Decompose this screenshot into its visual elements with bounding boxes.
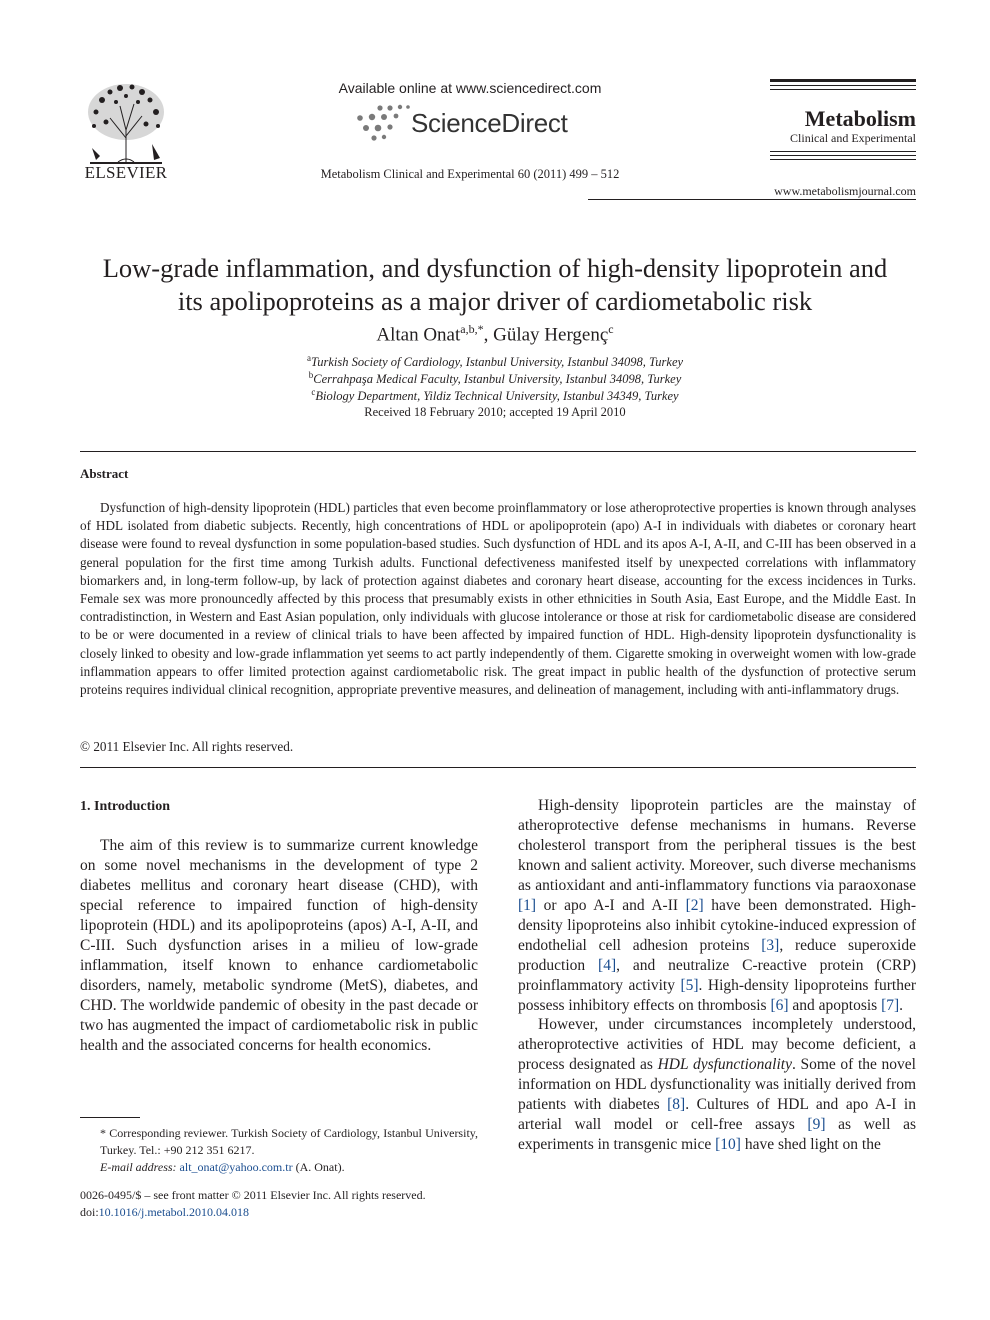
text-run: as well as experiments in transgenic mice <box>518 1116 916 1154</box>
text-run: . Cultures of HDL and apo A-I in arterial wall model or cell-free assays <box>518 1096 916 1134</box>
front-matter-info <box>80 1187 478 1221</box>
author-affiliation-mark: c <box>608 322 614 336</box>
title-line: its apolipoproteins as a major driver of cardiometabolic risk <box>177 286 813 316</box>
abstract-bottom-rule <box>80 767 916 768</box>
affiliation-text: Biology Department, Yildiz Technical University, Istanbul 34349, Turkey <box>315 389 679 404</box>
journal-rule <box>770 85 916 86</box>
text-run: . Some of the novel information on HDL dysfunctionality was initially derived from patients with diabetes <box>518 1056 916 1114</box>
journal-citation: Metabolism Clinical and Experimental 60 (2011) 499 – 512 <box>320 167 620 181</box>
affiliation-mark: b <box>308 370 314 380</box>
affiliation <box>60 353 930 370</box>
text-run: However, under circumstances incompletely understood, atheroprotective activities of HDL may become deficient, a process designated as <box>518 1016 916 1074</box>
citation-link[interactable]: [6] <box>770 996 789 1014</box>
doi-line <box>80 1204 478 1221</box>
affiliation-text: Cerrahpaşa Medical Faculty, Istanbul University, Istanbul 34098, Turkey <box>313 372 682 387</box>
text-run: , reduce superoxide production <box>518 936 916 974</box>
affiliation-mark: a <box>306 353 311 363</box>
text-run: , and neutralize C-reactive protein (CRP) proinflammatory activity <box>518 956 916 994</box>
emphasis-term: HDL dysfunctionality <box>657 1056 792 1074</box>
journal-rule <box>770 89 916 90</box>
received-dates: Received 18 February 2010; accepted 19 April 2010 <box>364 405 626 419</box>
copyright-notice: © 2011 Elsevier Inc. All rights reserved. <box>80 739 294 754</box>
abstract-heading: Abstract <box>80 466 129 481</box>
footnote-rule <box>80 1117 140 1118</box>
citation-link[interactable]: [1] <box>518 896 537 914</box>
journal-rule <box>770 155 916 156</box>
author-list <box>60 322 930 346</box>
text-run: High-density lipoprotein particles are the mainstay of atheroprotective defense mechanisms in humans. Reverse cholesterol transport from the peripheral tissues is the best known and salient activity. Moreover, such diverse mechanisms as antioxidant and anti-inflammatory functions via paraoxonase <box>518 797 916 894</box>
corresponding-mark[interactable]: * <box>477 322 484 336</box>
citation-link[interactable]: [7] <box>881 996 900 1014</box>
citation-link[interactable]: [5] <box>680 976 699 994</box>
sciencedirect-logo-icon <box>354 104 414 142</box>
text-run: have been demonstrated. High-density lipoproteins also inhibit cytokine-induced expression of endothelial cell adhesion proteins <box>518 896 916 954</box>
affiliation-text: Turkish Society of Cardiology, Istanbul University, Istanbul 34098, Turkey <box>310 355 684 370</box>
text-run: have shed light on the <box>740 1136 881 1154</box>
corresponding-footnote: * Corresponding reviewer. Turkish Society of Cardiology, Istanbul University, Turkey. Tel.: +90 212 351 6217. <box>100 1126 478 1157</box>
body-paragraph: The aim of this review is to summarize current knowledge on some novel mechanisms in the development of type 2 diabetes mellitus and coronary heart disease (CHD), with special reference to impaired function of high-density lipoprotein (HDL) and its apolipoproteins (apos) A-I, A-II, and C-III. Such dysfunction arises in a milieu of low-grade inflammation, itself known to enhance cardiometabolic disorders, namely, metabolic syndrome (MetS), diabetes, and CHD. The worldwide pandemic of obesity in the past decade or two has augmented the impact of cardiometabolic risk in public health and the associated concerns for health economics. <box>80 837 478 1054</box>
section-heading: 1. Introduction <box>80 799 170 814</box>
issn-line: 0026-0495/$ – see front matter © 2011 Elsevier Inc. All rights reserved. <box>80 1188 426 1202</box>
doi-link[interactable]: 10.1016/j.metabol.2010.04.018 <box>98 1205 249 1219</box>
sciencedirect-wordmark[interactable]: ScienceDirect <box>411 108 568 138</box>
citation-link[interactable]: [8] <box>667 1096 686 1114</box>
affiliation <box>60 387 930 404</box>
affiliation-mark: c <box>311 387 316 397</box>
header-rule <box>588 199 916 200</box>
body-paragraph <box>518 1015 916 1155</box>
author-name[interactable]: Altan Onat <box>376 324 461 346</box>
article-title <box>60 252 930 318</box>
citation-link[interactable]: [4] <box>598 956 617 974</box>
right-column <box>518 796 916 1155</box>
citation-link[interactable]: [9] <box>807 1116 826 1134</box>
abstract-text: Dysfunction of high-density lipoprotein (HDL) particles that even become proinflammatory or lose atheroprotective properties is known through analyses of HDL isolated from diabetic subjects. Recently, high concentrations of HDL or apolipoprotein (apo) A-I in individuals with diabetes or coronary heart disease were found to reveal dysfunction in some population-based studies. Such dysfunction of HDL and its apos A-I, A-II, and C-III has been observed in a general population for the first time among Turkish adults. Functional defectiveness manifested itself by unexpected correlations with inflammatory biomarkers and, in long-term follow-up, by lack of protection against diabetes and coronary heart disease, accounting for the excess incidences in Turks. Female sex was more pronouncedly affected by this process that presumably exists in other ethnicities in South Asia, East Europe, and the Middle East. In contradistinction, in Western and East Asian population, only individuals with glucose intolerance or those at risk for cardiometabolic disease are considered to be or were documented in a review of clinical trials to have been affected by impaired function of HDL. High-density lipoprotein dysfunctionality is closely linked to obesity and low-grade inflammation yet seems to act partly independently of them. Cigarette smoking in overweight women with low-grade inflammation appears to offer limited protection against cardiometabolic risk. The great impact in public health of the dysfunction of protective serum proteins requires individual clinical recognition, appropriate preventive measures, and delineation of management, including with anti-inflammatory drugs. <box>80 500 916 698</box>
journal-subtitle: Clinical and Experimental <box>790 131 916 145</box>
journal-rule <box>770 159 916 160</box>
doi-label: doi: <box>80 1205 99 1219</box>
email-link[interactable]: alt_onat@yahoo.com.tr <box>179 1160 293 1174</box>
journal-url-link[interactable]: www.metabolismjournal.com <box>774 184 916 198</box>
journal-title: Metabolism <box>804 106 916 131</box>
abstract-top-rule <box>80 451 916 452</box>
author-separator: , <box>483 324 494 346</box>
citation-link[interactable]: [10] <box>715 1136 741 1154</box>
left-column <box>80 836 478 1055</box>
email-label: E-mail address: <box>100 1160 180 1174</box>
citation-link[interactable]: [2] <box>685 896 704 914</box>
citation-link[interactable]: [3] <box>761 936 780 954</box>
email-footnote <box>80 1159 478 1176</box>
title-line: Low-grade inflammation, and dysfunction of high-density lipoprotein and <box>102 253 888 283</box>
journal-rule <box>770 151 916 152</box>
email-suffix: (A. Onat). <box>292 1160 345 1174</box>
available-online-text[interactable]: Available online at www.sciencedirect.com <box>338 80 602 96</box>
text-run: . <box>899 996 904 1014</box>
footnote <box>80 1125 478 1176</box>
author-affiliation-mark: a,b, <box>460 322 478 336</box>
text-run: or apo A-I and A-II <box>536 896 686 914</box>
text-run: and apoptosis <box>788 996 882 1014</box>
text-run: . High-density lipoproteins further possess inhibitory effects on thrombosis <box>518 976 917 1014</box>
publisher-name: ELSEVIER <box>84 163 168 182</box>
journal-rule <box>770 79 916 82</box>
affiliation <box>60 370 930 387</box>
author-name[interactable]: Gülay Hergenç <box>493 324 609 346</box>
body-paragraph <box>518 796 916 1015</box>
